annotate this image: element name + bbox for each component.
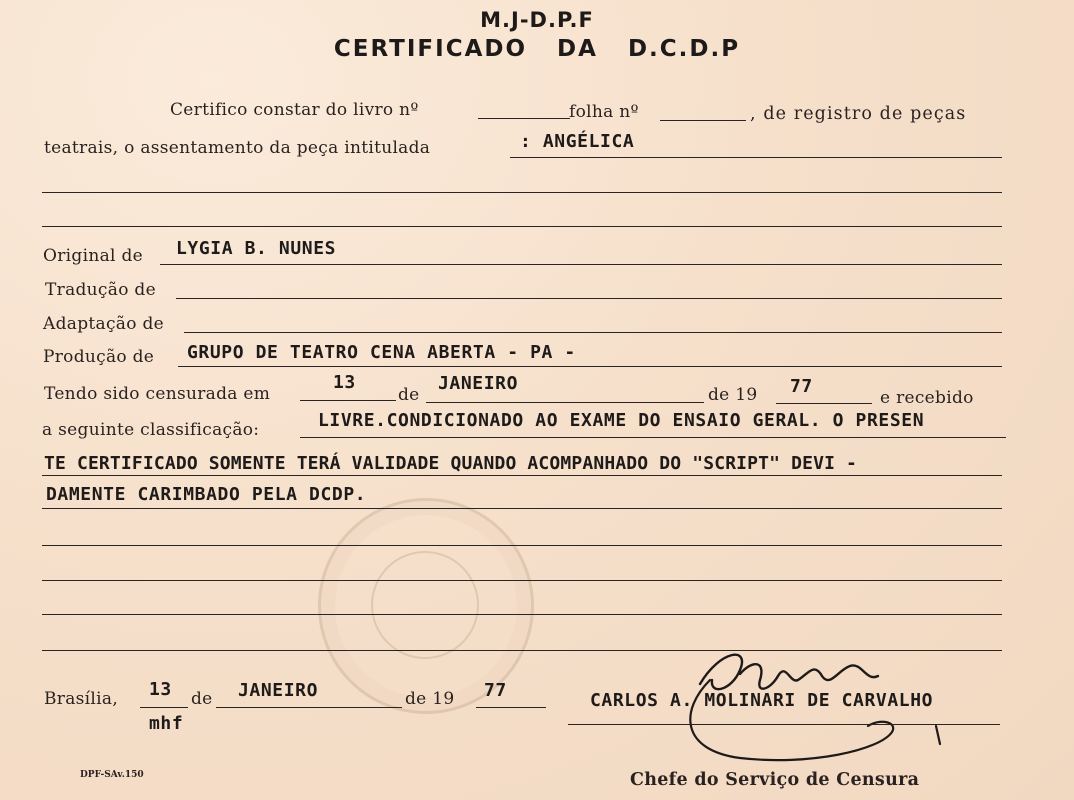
signer-title: Chefe do Serviço de Censura: [630, 770, 920, 790]
producao-value: GRUPO DE TEATRO CENA ABERTA - PA -: [187, 342, 576, 363]
blank-line: [42, 226, 1002, 227]
typist-initials: mhf: [149, 713, 184, 734]
original-label: Original de: [43, 246, 143, 266]
form-code: DPF-SAv.150: [80, 770, 144, 780]
producao-field[interactable]: [178, 366, 1002, 367]
sign-year-field[interactable]: [476, 707, 546, 708]
sign-day: 13: [149, 679, 172, 700]
classificacao-field-3[interactable]: [42, 508, 1002, 509]
adaptacao-field[interactable]: [184, 332, 1002, 333]
signature-line[interactable]: [568, 724, 1000, 725]
de19-label: de 19: [708, 385, 758, 405]
teatrais-label: teatrais, o assentamento da peça intitulada: [44, 138, 431, 158]
sign-month-field[interactable]: [216, 707, 402, 708]
de-label: de: [398, 385, 420, 405]
blank-line: [42, 192, 1002, 193]
sign-month: JANEIRO: [238, 680, 319, 701]
blank-line: [42, 614, 1002, 615]
sign-de-label: de: [191, 689, 213, 709]
producao-label: Produção de: [43, 347, 155, 367]
registro-label: , de registro de peças: [750, 104, 967, 124]
classificacao-line1: LIVRE.CONDICIONADO AO EXAME DO ENSAIO GERAL. O PRESEN: [318, 410, 925, 431]
certifico-label: Certifico constar do livro nº: [170, 100, 419, 120]
sign-year: 77: [484, 680, 507, 701]
classificacao-label: a seguinte classificação:: [42, 420, 260, 440]
sign-de19-label: de 19: [405, 689, 455, 709]
certificate-title: CERTIFICADO DA D.C.D.P: [333, 36, 741, 62]
classificacao-field[interactable]: [300, 437, 1006, 438]
blank-line: [42, 545, 1002, 546]
folha-label: folha nº: [569, 102, 639, 122]
folha-field[interactable]: [660, 120, 746, 121]
livro-field[interactable]: [478, 118, 570, 119]
original-value: LYGIA B. NUNES: [176, 238, 337, 259]
sign-day-field[interactable]: [140, 707, 188, 708]
censurada-year-field[interactable]: [776, 403, 872, 404]
classificacao-line3: DAMENTE CARIMBADO PELA DCDP.: [46, 484, 367, 505]
agency-header: M.J-D.P.F: [480, 8, 594, 32]
city-label: Brasília,: [44, 689, 119, 709]
censurada-label: Tendo sido censurada em: [44, 384, 271, 404]
traducao-label: Tradução de: [45, 280, 156, 300]
classificacao-field-2[interactable]: [42, 475, 1002, 476]
title-field[interactable]: [510, 157, 1002, 158]
censurada-year: 77: [790, 376, 813, 397]
play-title: : ANGÉLICA: [520, 131, 635, 152]
adaptacao-label: Adaptação de: [43, 314, 164, 334]
censurada-month-field[interactable]: [426, 402, 704, 403]
signer-name: CARLOS A. MOLINARI DE CARVALHO: [590, 690, 934, 711]
traducao-field[interactable]: [176, 298, 1002, 299]
blank-line: [42, 580, 1002, 581]
recebido-label: e recebido: [880, 388, 974, 408]
classificacao-line2: TE CERTIFICADO SOMENTE TERÁ VALIDADE QUANDO ACOMPANHADO DO "SCRIPT" DEVI -: [44, 453, 858, 474]
censurada-day: 13: [333, 372, 356, 393]
censurada-month: JANEIRO: [438, 373, 519, 394]
original-field[interactable]: [160, 264, 1002, 265]
censurada-day-field[interactable]: [300, 400, 396, 401]
